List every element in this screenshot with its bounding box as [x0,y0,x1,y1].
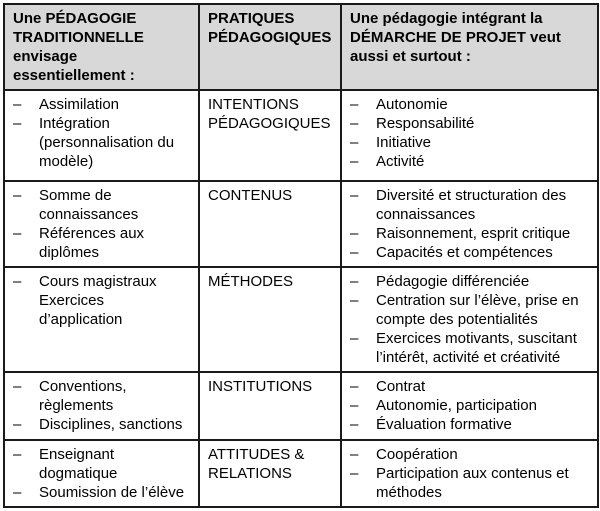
dash-bullet: – [13,115,22,132]
practice-label-attitudes: ATTITUDES & RELATIONS [199,440,341,507]
dash-bullet: – [13,484,22,501]
dash-bullet: – [13,416,22,433]
list-item [350,377,589,396]
table-row-attitudes-relations [4,440,598,507]
dash-bullet: – [350,273,359,290]
dash-bullet: – [13,378,22,395]
list-item [13,415,190,434]
project-cell-methodes [341,267,598,372]
practice-label-institutions: INSTITUTIONS [199,372,341,440]
list-item-text: Références aux diplômes [39,225,145,261]
list-item-text: Exercices d’application [39,292,123,328]
table-row-institutions [4,372,598,440]
list-item-text: Participation aux contenus et méthodes [376,465,569,501]
list-item-text: Évaluation formative [376,416,512,433]
pedagogy-comparison-table [3,3,599,508]
list-item [13,95,190,114]
list-item [350,114,589,133]
dash-bullet: – [350,446,359,463]
list-item [350,224,589,243]
header-pedagogical-practices: PRATIQUES PÉDAGOGIQUES [199,4,341,90]
list-item-text: Disciplines, sanctions [39,416,183,433]
list-item [350,415,589,434]
list-item-text: Coopération [376,446,458,463]
traditional-cell-institutions [4,372,199,440]
practice-label-intentions: INTENTIONS PÉDAGOGIQUES [199,90,341,181]
project-cell-intentions [341,90,598,181]
list-item-text: Assimilation [39,96,120,113]
traditional-cell-contenus [4,181,199,267]
dash-bullet: – [350,397,359,414]
list-item [350,133,589,152]
header-traditional-pedagogy: Une PÉDAGOGIE TRADITIONNELLE envisage essentiellement : [4,4,199,90]
dash-bullet: – [350,292,359,309]
list-item [350,243,589,262]
list-item-text: Initiative [376,134,432,151]
table-row-contenus [4,181,598,267]
list-item-text: Autonomie, participation [376,397,537,414]
dash-bullet: – [350,244,359,261]
dash-bullet: – [13,96,22,113]
list-item [350,152,589,171]
list-item-text: Soumission de l’élève [39,484,185,501]
list-item-text: Cours magistraux [39,273,157,290]
practice-label-contenus: CONTENUS [199,181,341,267]
list-item [13,483,190,502]
dash-bullet: – [350,330,359,347]
project-cell-attitudes [341,440,598,507]
dash-bullet: – [350,225,359,242]
list-item-text: Activité [376,153,425,170]
traditional-cell-methodes [4,267,199,372]
header-project-pedagogy: Une pédagogie intégrant la DÉMARCHE DE PROJET veut aussi et surtout : [341,4,598,90]
dash-bullet: – [350,378,359,395]
dash-bullet: – [13,187,22,204]
list-item [350,272,589,291]
list-item [13,291,190,329]
list-item [350,329,589,367]
list-item [13,445,190,483]
list-item-text: Autonomie [376,96,448,113]
list-item-text: Exercices motivants, suscitant l’intérêt, activité et créativité [376,330,577,366]
project-cell-institutions [341,372,598,440]
dash-bullet: – [350,416,359,433]
dash-bullet: – [350,115,359,132]
list-item [350,445,589,464]
list-item-text: Pédagogie différenciée [376,273,530,290]
dash-bullet: – [13,446,22,463]
dash-bullet: – [350,134,359,151]
list-item-text: Intégration (personnalisation du modèle) [39,115,175,170]
dash-bullet: – [13,273,22,290]
list-item [350,95,589,114]
list-item [13,224,190,262]
list-item-text: Somme de connaissances [39,187,139,223]
list-item [350,464,589,502]
dash-bullet: – [350,465,359,482]
list-item [350,396,589,415]
list-item [350,291,589,329]
list-item-text: Diversité et structuration des connaissances [376,187,567,223]
list-item-text: Capacités et compétences [376,244,553,261]
traditional-cell-attitudes [4,440,199,507]
list-item-text: Contrat [376,378,426,395]
list-item [13,114,190,171]
dash-bullet: – [350,187,359,204]
list-item-text: Conventions, règlements [39,378,127,414]
table-header-row [4,4,598,90]
table-row-intentions [4,90,598,181]
practice-label-methodes: MÉTHODES [199,267,341,372]
list-item-text: Responsabilité [376,115,475,132]
table-row-methodes [4,267,598,372]
dash-bullet: – [13,225,22,242]
project-cell-contenus [341,181,598,267]
list-item [13,272,190,291]
list-item-text: Raisonnement, esprit critique [376,225,571,242]
dash-bullet: – [350,96,359,113]
list-item [350,186,589,224]
list-item [13,377,190,415]
traditional-cell-intentions [4,90,199,181]
list-item-text: Enseignant dogmatique [39,446,118,482]
list-item [13,186,190,224]
dash-bullet: – [350,153,359,170]
list-item-text: Centration sur l’élève, prise en compte des potentialités [376,292,579,328]
